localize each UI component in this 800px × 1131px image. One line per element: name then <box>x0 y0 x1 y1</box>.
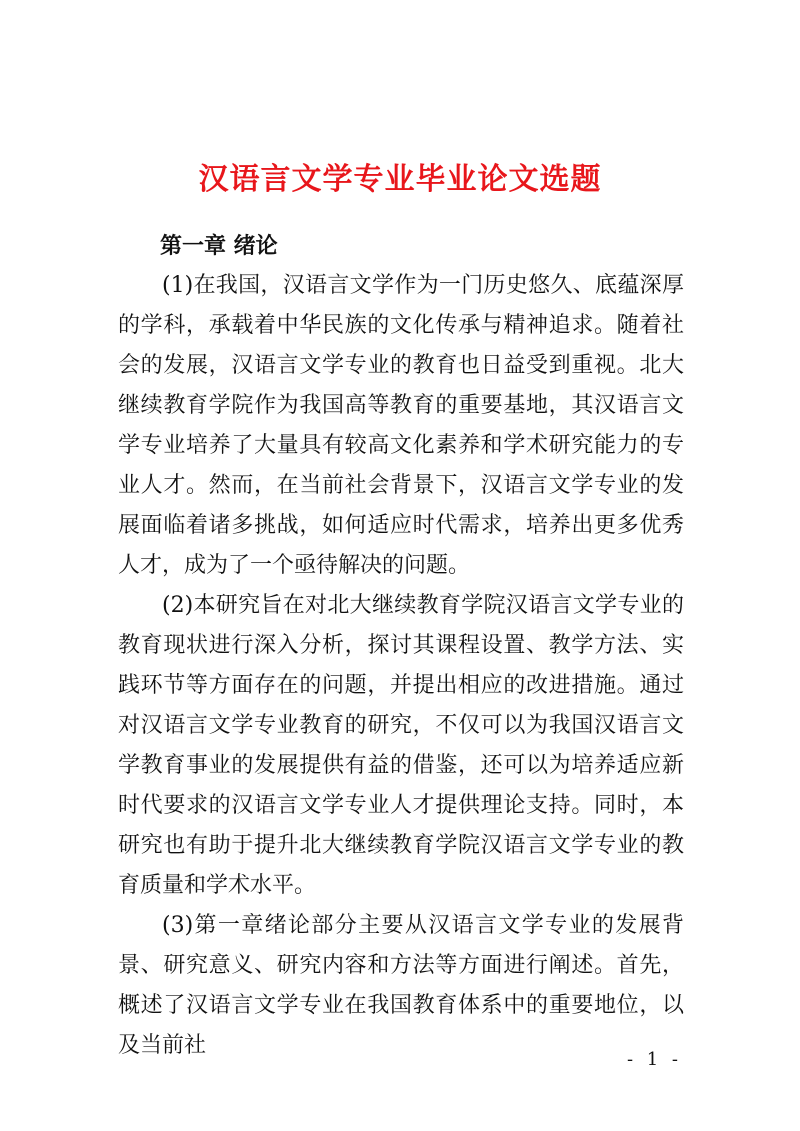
paragraph-1: (1)在我国，汉语言文学作为一门历史悠久、底蕴深厚的学科，承载着中华民族的文化传承与精神追求。随着社会的发展，汉语言文学专业的教育也日益受到重视。北大继续教育学院作为我国高等教育的重要基地，其汉语言文学专业培养了大量具有较高文化素养和学术研究能力的专业人才。然而，在当前社会背景下，汉语言文学专业的发展面临着诸多挑战，如何适应时代需求，培养出更多优秀人才，成为了一个亟待解决的问题。 <box>118 273 684 578</box>
chapter-heading: 第一章 绪论 <box>160 233 278 259</box>
document-title: 汉语言文学专业毕业论文选题 <box>198 162 602 198</box>
body-text <box>118 266 684 1066</box>
page-number: - 1 - <box>626 1049 682 1070</box>
paragraph-2: (2)本研究旨在对北大继续教育学院汉语言文学专业的教育现状进行深入分析，探讨其课程设置、教学方法、实践环节等方面存在的问题，并提出相应的改进措施。通过对汉语言文学专业教育的研究，不仅可以为我国汉语言文学教育事业的发展提供有益的借鉴，还可以为培养适应新时代要求的汉语言文学专业人才提供理论支持。同时，本研究也有助于提升北大继续教育学院汉语言文学专业的教育质量和学术水平。 <box>118 593 684 898</box>
paragraph-3: (3)第一章绪论部分主要从汉语言文学专业的发展背景、研究意义、研究内容和方法等方面进行阐述。首先，概述了汉语言文学专业在我国教育体系中的重要地位，以及当前社 <box>118 913 684 1058</box>
